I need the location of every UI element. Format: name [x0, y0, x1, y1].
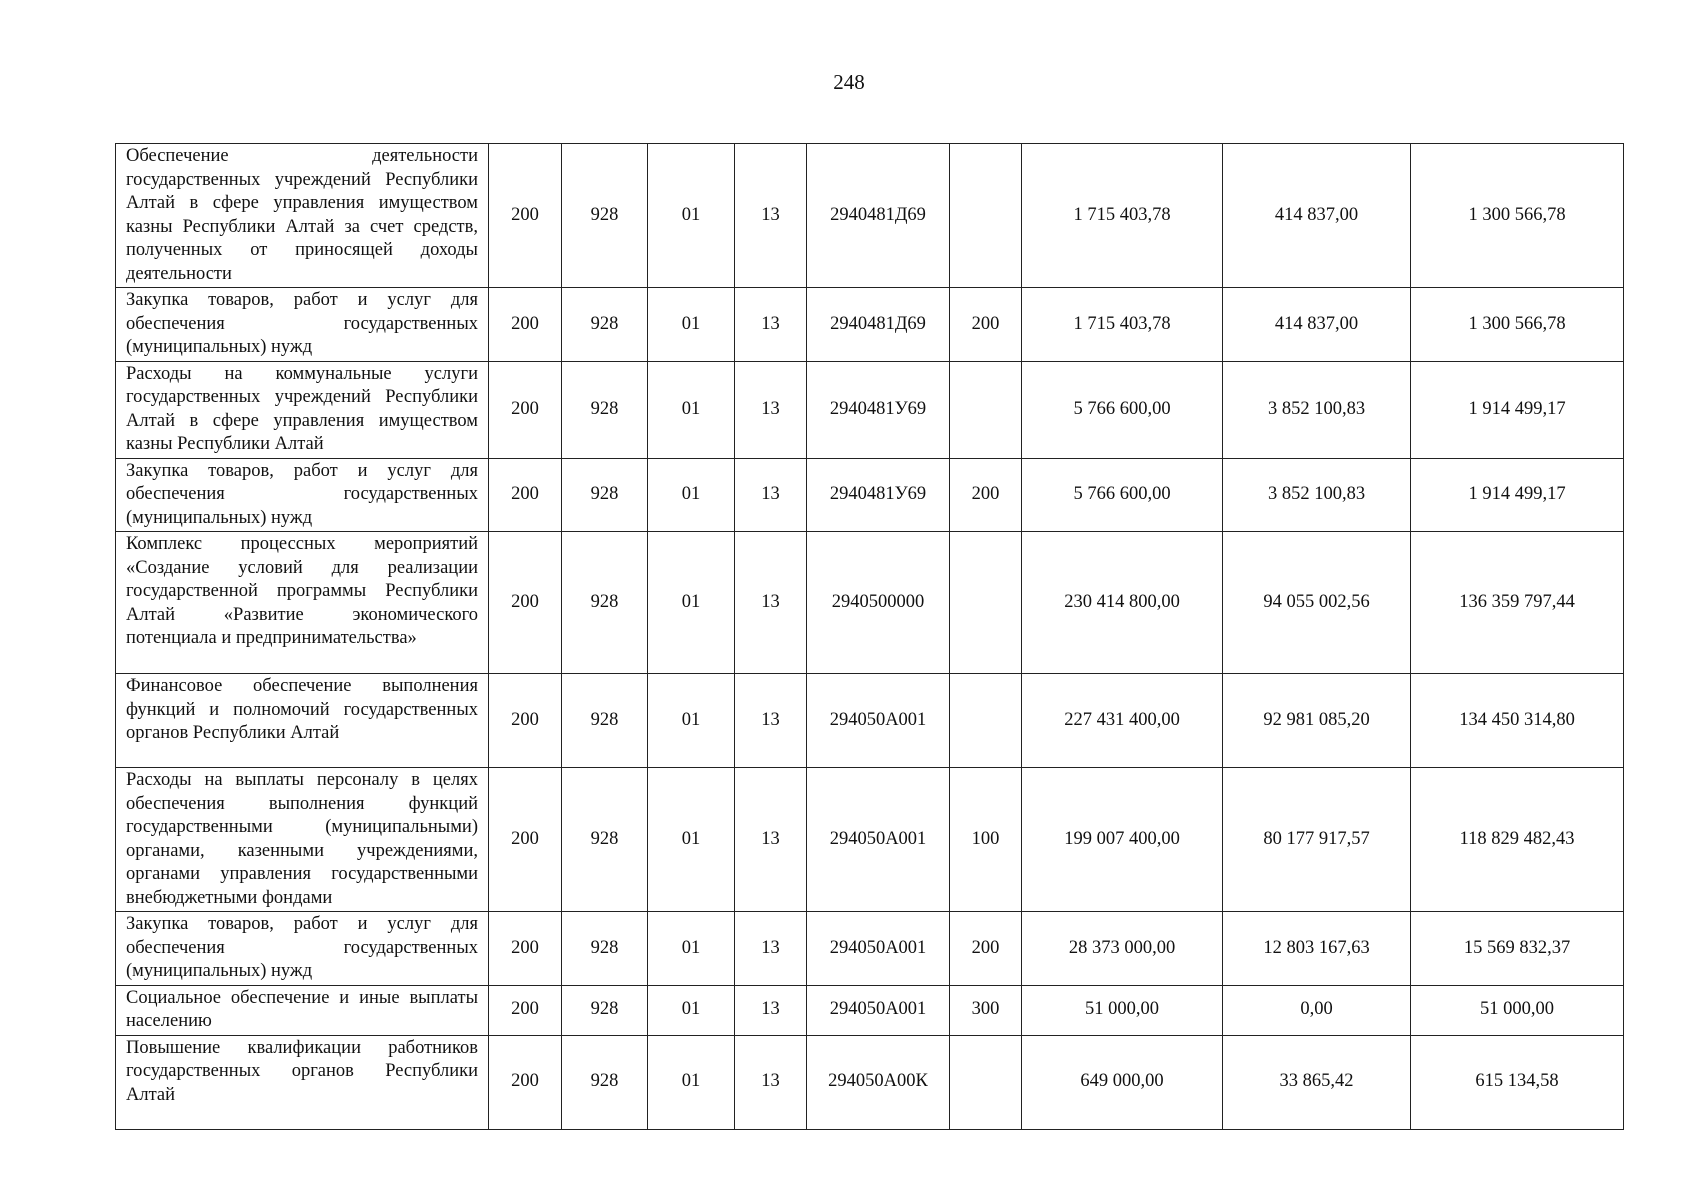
- row-description: Закупка товаров, работ и услуг для обеспечения государственных (муниципальных) нужд: [116, 912, 489, 986]
- row-description: Повышение квалификации работников государственных органов Республики Алтай: [116, 1035, 489, 1129]
- cell-amount-executed: 3 852 100,83: [1223, 458, 1411, 532]
- cell-code-1: 200: [489, 674, 562, 768]
- row-description: Социальное обеспечение и иные выплаты населению: [116, 985, 489, 1035]
- cell-expense-type: 200: [950, 288, 1022, 362]
- row-description: Финансовое обеспечение выполнения функций и полномочий государственных органов Республики Алтай: [116, 674, 489, 768]
- cell-section: 01: [648, 532, 735, 674]
- cell-target-article: 2940481У69: [807, 458, 950, 532]
- cell-target-article: 2940500000: [807, 532, 950, 674]
- cell-code-1: 200: [489, 985, 562, 1035]
- table-body: [116, 144, 1624, 1130]
- cell-ministry-code: 928: [562, 532, 648, 674]
- cell-ministry-code: 928: [562, 144, 648, 288]
- cell-expense-type: [950, 674, 1022, 768]
- table-row: [116, 985, 1624, 1035]
- cell-section: 01: [648, 458, 735, 532]
- cell-code-1: 200: [489, 288, 562, 362]
- cell-amount-executed: 3 852 100,83: [1223, 361, 1411, 458]
- cell-amount-remaining: 1 914 499,17: [1411, 361, 1624, 458]
- cell-expense-type: [950, 532, 1022, 674]
- cell-ministry-code: 928: [562, 985, 648, 1035]
- cell-expense-type: [950, 144, 1022, 288]
- cell-amount-executed: 414 837,00: [1223, 288, 1411, 362]
- cell-amount-executed: 414 837,00: [1223, 144, 1411, 288]
- cell-ministry-code: 928: [562, 768, 648, 912]
- cell-amount-plan: 227 431 400,00: [1022, 674, 1223, 768]
- cell-target-article: 294050А001: [807, 912, 950, 986]
- cell-amount-plan: 28 373 000,00: [1022, 912, 1223, 986]
- cell-amount-executed: 0,00: [1223, 985, 1411, 1035]
- cell-amount-remaining: 136 359 797,44: [1411, 532, 1624, 674]
- cell-amount-executed: 80 177 917,57: [1223, 768, 1411, 912]
- cell-amount-remaining: 134 450 314,80: [1411, 674, 1624, 768]
- cell-amount-plan: 1 715 403,78: [1022, 288, 1223, 362]
- cell-amount-plan: 649 000,00: [1022, 1035, 1223, 1129]
- cell-ministry-code: 928: [562, 674, 648, 768]
- table-row: [116, 1035, 1624, 1129]
- cell-amount-plan: 230 414 800,00: [1022, 532, 1223, 674]
- cell-amount-executed: 92 981 085,20: [1223, 674, 1411, 768]
- cell-section: 01: [648, 912, 735, 986]
- cell-code-1: 200: [489, 1035, 562, 1129]
- cell-expense-type: 300: [950, 985, 1022, 1035]
- cell-amount-executed: 12 803 167,63: [1223, 912, 1411, 986]
- cell-code-1: 200: [489, 768, 562, 912]
- cell-subsection: 13: [735, 912, 807, 986]
- page-number: 248: [833, 70, 865, 94]
- row-description: Расходы на коммунальные услуги государственных учреждений Республики Алтай в сфере управления имуществом казны Республики Алтай: [116, 361, 489, 458]
- cell-target-article: 2940481Д69: [807, 144, 950, 288]
- cell-subsection: 13: [735, 985, 807, 1035]
- cell-subsection: 13: [735, 674, 807, 768]
- cell-section: 01: [648, 985, 735, 1035]
- cell-amount-plan: 5 766 600,00: [1022, 458, 1223, 532]
- cell-expense-type: [950, 361, 1022, 458]
- cell-amount-plan: 5 766 600,00: [1022, 361, 1223, 458]
- row-description: Комплекс процессных мероприятий «Создание условий для реализации государственной программы Республики Алтай «Развитие экономического потенциала и предпринимательства»: [116, 532, 489, 674]
- table-row: [116, 768, 1624, 912]
- cell-subsection: 13: [735, 1035, 807, 1129]
- table-row: [116, 458, 1624, 532]
- cell-expense-type: [950, 1035, 1022, 1129]
- cell-section: 01: [648, 361, 735, 458]
- cell-code-1: 200: [489, 361, 562, 458]
- cell-amount-plan: 199 007 400,00: [1022, 768, 1223, 912]
- cell-target-article: 294050А001: [807, 768, 950, 912]
- cell-section: 01: [648, 768, 735, 912]
- cell-amount-executed: 94 055 002,56: [1223, 532, 1411, 674]
- table-row: [116, 912, 1624, 986]
- row-description: Закупка товаров, работ и услуг для обеспечения государственных (муниципальных) нужд: [116, 458, 489, 532]
- table-row: [116, 144, 1624, 288]
- cell-code-1: 200: [489, 532, 562, 674]
- cell-ministry-code: 928: [562, 1035, 648, 1129]
- cell-ministry-code: 928: [562, 458, 648, 532]
- cell-code-1: 200: [489, 144, 562, 288]
- cell-section: 01: [648, 144, 735, 288]
- cell-target-article: 2940481У69: [807, 361, 950, 458]
- cell-expense-type: 200: [950, 912, 1022, 986]
- cell-target-article: 294050А001: [807, 674, 950, 768]
- cell-ministry-code: 928: [562, 361, 648, 458]
- cell-expense-type: 200: [950, 458, 1022, 532]
- row-description: Закупка товаров, работ и услуг для обеспечения государственных (муниципальных) нужд: [116, 288, 489, 362]
- cell-code-1: 200: [489, 458, 562, 532]
- cell-subsection: 13: [735, 458, 807, 532]
- cell-target-article: 2940481Д69: [807, 288, 950, 362]
- cell-target-article: 294050А001: [807, 985, 950, 1035]
- row-description: Расходы на выплаты персоналу в целях обеспечения выполнения функций государственными (муниципальными) органами, казенными учреждениями, органами управления государственными внебюджетными фондами: [116, 768, 489, 912]
- cell-amount-remaining: 1 914 499,17: [1411, 458, 1624, 532]
- table-row: [116, 288, 1624, 362]
- cell-section: 01: [648, 1035, 735, 1129]
- table-row: [116, 532, 1624, 674]
- cell-ministry-code: 928: [562, 912, 648, 986]
- cell-amount-remaining: 118 829 482,43: [1411, 768, 1624, 912]
- cell-code-1: 200: [489, 912, 562, 986]
- budget-table: [115, 143, 1624, 1130]
- cell-subsection: 13: [735, 288, 807, 362]
- cell-amount-remaining: 15 569 832,37: [1411, 912, 1624, 986]
- cell-amount-remaining: 51 000,00: [1411, 985, 1624, 1035]
- cell-section: 01: [648, 288, 735, 362]
- cell-amount-remaining: 1 300 566,78: [1411, 144, 1624, 288]
- cell-subsection: 13: [735, 144, 807, 288]
- cell-section: 01: [648, 674, 735, 768]
- table-row: [116, 674, 1624, 768]
- cell-ministry-code: 928: [562, 288, 648, 362]
- cell-amount-remaining: 1 300 566,78: [1411, 288, 1624, 362]
- cell-amount-plan: 51 000,00: [1022, 985, 1223, 1035]
- cell-amount-remaining: 615 134,58: [1411, 1035, 1624, 1129]
- cell-target-article: 294050А00К: [807, 1035, 950, 1129]
- cell-amount-plan: 1 715 403,78: [1022, 144, 1223, 288]
- cell-amount-executed: 33 865,42: [1223, 1035, 1411, 1129]
- cell-subsection: 13: [735, 768, 807, 912]
- row-description: Обеспечение деятельности государственных учреждений Республики Алтай в сфере управления имуществом казны Республики Алтай за счет средств, полученных от приносящей доходы деятельности: [116, 144, 489, 288]
- cell-subsection: 13: [735, 532, 807, 674]
- cell-subsection: 13: [735, 361, 807, 458]
- table-row: [116, 361, 1624, 458]
- cell-expense-type: 100: [950, 768, 1022, 912]
